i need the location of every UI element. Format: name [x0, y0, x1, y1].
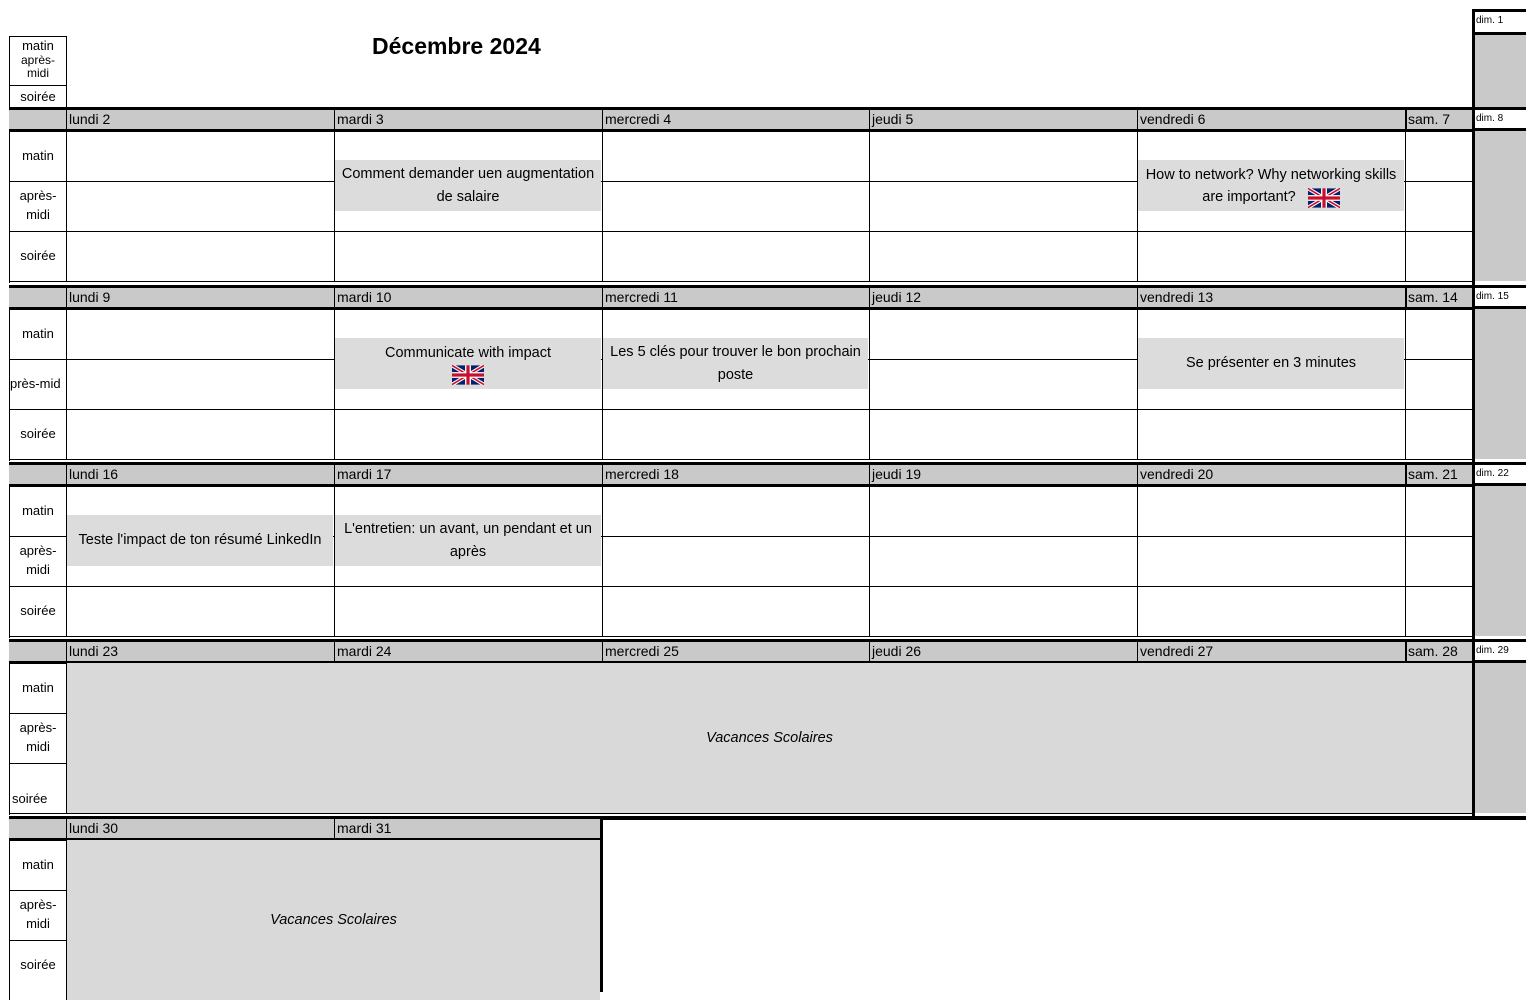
grid-line	[9, 281, 1472, 282]
grid-line	[869, 288, 870, 307]
page-title: Décembre 2024	[372, 33, 541, 59]
event-title: Les 5 clés pour trouver le bon prochain poste	[610, 344, 861, 383]
event-block	[1138, 160, 1404, 211]
grid-line	[66, 131, 67, 281]
day-header-lundi: lundi 9	[67, 288, 334, 307]
event-title: How to network? Why networking skills are important?	[1145, 167, 1397, 206]
event-block	[335, 338, 601, 389]
day-header-mardi: mardi 24	[335, 642, 602, 661]
grid-line	[602, 642, 603, 661]
day-header-sam: sam. 7	[1406, 110, 1472, 129]
grid-line	[9, 359, 67, 360]
grid-line	[66, 409, 1472, 410]
event-title: Se présenter en 3 minutes	[1185, 355, 1357, 372]
slot-label-matin: matin	[22, 679, 54, 695]
day-header-dim: dim. 29	[1474, 642, 1526, 660]
grid-line	[869, 309, 870, 459]
day-header-mardi: mardi 31	[335, 819, 600, 838]
slot-label-matin: matin	[22, 502, 54, 518]
day-header-lundi: lundi 2	[67, 110, 334, 129]
event-title: L'entretien: un avant, un pendant et un après	[344, 521, 592, 560]
day-header-vendredi: vendredi 20	[1138, 465, 1405, 484]
grid-line	[1405, 110, 1407, 129]
grid-line	[602, 110, 603, 129]
grid-line	[1137, 465, 1138, 484]
day-header-sam: sam. 28	[1406, 642, 1472, 661]
grid-line	[9, 813, 1472, 814]
sunday-cell	[1475, 131, 1526, 281]
grid-line	[334, 819, 335, 838]
grid-line	[334, 465, 335, 484]
slot-label-apres-midi: après- midi	[19, 543, 57, 577]
header-blank	[9, 642, 66, 661]
slot-label-soiree: soirée	[20, 425, 56, 441]
event-title: Comment demander uen augmentation de salaire	[341, 166, 595, 205]
event-block	[335, 160, 601, 211]
grid-line	[1137, 486, 1138, 636]
day-header-dim1: dim. 1	[1474, 12, 1526, 32]
grid-line	[66, 231, 1472, 232]
grid-line	[334, 642, 335, 661]
grid-line	[9, 459, 1472, 460]
grid-line	[66, 288, 67, 307]
grid-line	[334, 110, 335, 129]
event-block	[335, 515, 601, 566]
border-dim1-left	[1472, 9, 1475, 109]
slot-label-apres-midi: après- midi	[19, 720, 57, 754]
grid-line	[66, 309, 67, 459]
day-header-mardi: mardi 17	[335, 465, 602, 484]
header-blank	[9, 465, 66, 484]
grid-line	[1405, 131, 1406, 281]
uk-flag-icon	[1308, 188, 1340, 208]
grid-line	[1405, 309, 1406, 459]
grid-line	[9, 713, 67, 714]
grid-line	[66, 586, 1472, 587]
header-blank	[9, 288, 66, 307]
event-block	[67, 515, 333, 566]
day-header-mercredi: mercredi 25	[603, 642, 869, 661]
grid-line	[602, 486, 603, 636]
grid-line	[1137, 110, 1138, 129]
day-header-mardi: mardi 10	[335, 288, 602, 307]
sunday-cell	[1475, 663, 1526, 813]
legend-apres-midi: après-midi	[20, 54, 55, 80]
grid-line	[9, 85, 67, 86]
grid-line	[66, 819, 67, 838]
event-block	[603, 338, 868, 389]
legend-matin: matin	[22, 38, 54, 53]
grid-line	[9, 586, 67, 587]
holiday-block: Vacances Scolaires	[67, 840, 600, 1000]
grid-line	[869, 486, 870, 636]
grid-line	[602, 131, 603, 281]
grid-line	[602, 288, 603, 307]
grid-line	[9, 536, 67, 537]
grid-line	[869, 110, 870, 129]
holiday-block: Vacances Scolaires	[67, 663, 1472, 813]
uk-flag-icon	[452, 365, 484, 385]
grid-line	[869, 131, 870, 281]
slot-label-soiree: soirée	[20, 247, 56, 263]
grid-line	[1137, 642, 1138, 661]
grid-line	[869, 465, 870, 484]
grid-line	[9, 636, 1472, 637]
day-header-vendredi: vendredi 6	[1138, 110, 1405, 129]
grid-line	[66, 465, 67, 484]
grid-line	[9, 181, 67, 182]
grid-line	[1405, 642, 1407, 661]
grid-line	[1405, 465, 1407, 484]
sunday-cell	[1475, 486, 1526, 636]
day-header-vendredi: vendredi 27	[1138, 642, 1405, 661]
day-header-lundi: lundi 30	[67, 819, 334, 838]
day-header-jeudi: jeudi 19	[870, 465, 1137, 484]
day-header-mercredi: mercredi 4	[603, 110, 869, 129]
grid-line	[334, 288, 335, 307]
day-header-mercredi: mercredi 18	[603, 465, 869, 484]
slot-label-apres-midi: après- midi	[19, 897, 57, 931]
sunday-cell	[1475, 309, 1526, 459]
day-header-vendredi: vendredi 13	[1138, 288, 1405, 307]
legend-soiree: soirée	[20, 88, 56, 104]
day-header-mercredi: mercredi 11	[603, 288, 869, 307]
day-header-jeudi: jeudi 5	[870, 110, 1137, 129]
slot-label-matin: matin	[22, 147, 54, 163]
slot-label-matin: matin	[22, 325, 54, 341]
day-header-sam: sam. 14	[1406, 288, 1472, 307]
day-header-jeudi: jeudi 26	[870, 642, 1137, 661]
day-header-jeudi: jeudi 12	[870, 288, 1137, 307]
grid-line	[1137, 288, 1138, 307]
day-header-lundi: lundi 23	[67, 642, 334, 661]
day-header-dim: dim. 8	[1474, 110, 1526, 128]
grid-line	[9, 890, 67, 891]
day-header-dim: dim. 22	[1474, 465, 1526, 483]
day-header-dim: dim. 15	[1474, 288, 1526, 306]
grid-line	[602, 465, 603, 484]
slot-label-soiree: soirée	[20, 602, 56, 618]
event-block	[1138, 338, 1404, 389]
day-header-mardi: mardi 3	[335, 110, 602, 129]
slot-label-matin: matin	[22, 856, 54, 872]
slot-label-apres-midi: après- midi	[19, 188, 57, 222]
week-border	[600, 816, 603, 992]
day-header-sam: sam. 21	[1406, 465, 1472, 484]
header-blank	[9, 819, 66, 838]
grid-line	[66, 642, 67, 661]
sunday-cell	[1474, 35, 1526, 107]
grid-line	[9, 940, 67, 941]
slot-label-soiree: soirée	[20, 956, 56, 972]
grid-line	[9, 763, 67, 764]
slot-label-soiree: soirée	[12, 791, 48, 807]
event-title: Communicate with impact	[385, 345, 551, 362]
grid-line	[9, 409, 67, 410]
grid-line	[1405, 486, 1406, 636]
header-blank	[9, 110, 66, 129]
grid-line	[66, 110, 67, 129]
grid-line	[9, 231, 67, 232]
grid-line	[869, 642, 870, 661]
slot-label-apres-midi: près-mid	[10, 375, 61, 391]
day-header-lundi: lundi 16	[67, 465, 334, 484]
grid-line	[1405, 288, 1407, 307]
event-title: Teste l'impact de ton résumé LinkedIn	[78, 532, 322, 549]
